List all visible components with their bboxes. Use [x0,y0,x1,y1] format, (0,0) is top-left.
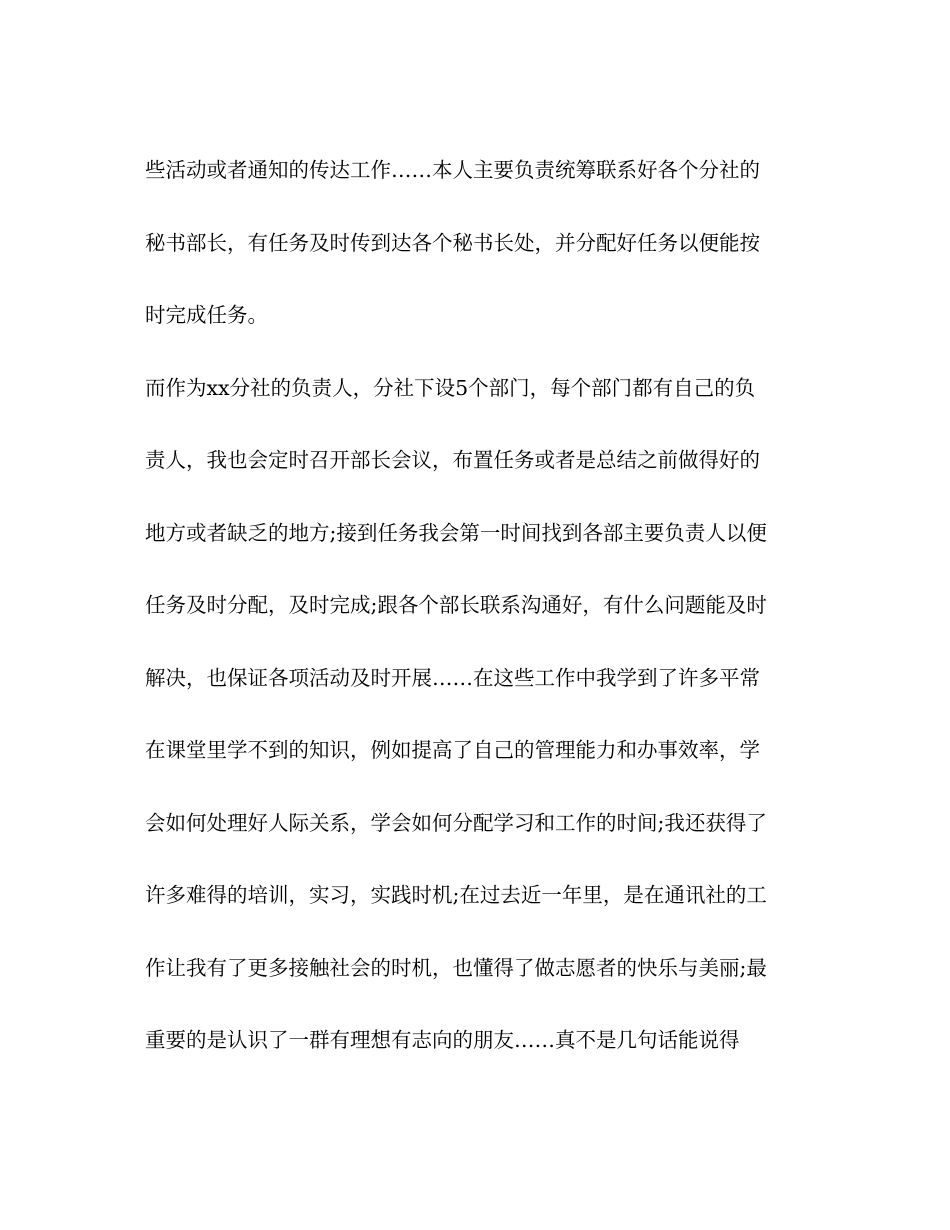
text-line: 地方或者缺乏的地方;接到任务我会第一时间找到各部主要负责人以便 [145,520,767,545]
text-line: 时完成任务。 [145,303,268,327]
text-line: 会如何处理好人际关系，学会如何分配学习和工作的时间;我还获得了 [145,810,767,835]
text-line: 解决，也保证各项活动及时开展……在这些工作中我学到了许多平常 [145,665,760,690]
text-line: 作让我有了更多接触社会的时机，也懂得了做志愿者的快乐与美丽;最 [145,955,767,980]
text-line: 责人，我也会定时召开部长会议，布置任务或者是总结之前做得好的 [145,448,760,472]
text-line: 秘书部长，有任务及时传到达各个秘书长处，并分配好任务以便能按 [145,230,760,255]
text-line: 许多难得的培训，实习，实践时机;在过去近一年里，是在通讯社的工 [145,883,767,907]
text-line: 些活动或者通知的传达工作……本人主要负责统筹联系好各个分社的 [145,158,760,182]
text-line: 而作为xx分社的负责人，分社下设5个部门，每个部门都有自己的负 [145,375,756,400]
text-line: 重要的是认识了一群有理想有志向的朋友……真不是几句话能说得 [145,1028,740,1052]
text-line: 在课堂里学不到的知识，例如提高了自己的管理能力和办事效率，学 [145,738,760,762]
body-text [145,134,815,1077]
text-line: 任务及时分配，及时完成;跟各个部长联系沟通好，有什么问题能及时 [145,593,767,617]
